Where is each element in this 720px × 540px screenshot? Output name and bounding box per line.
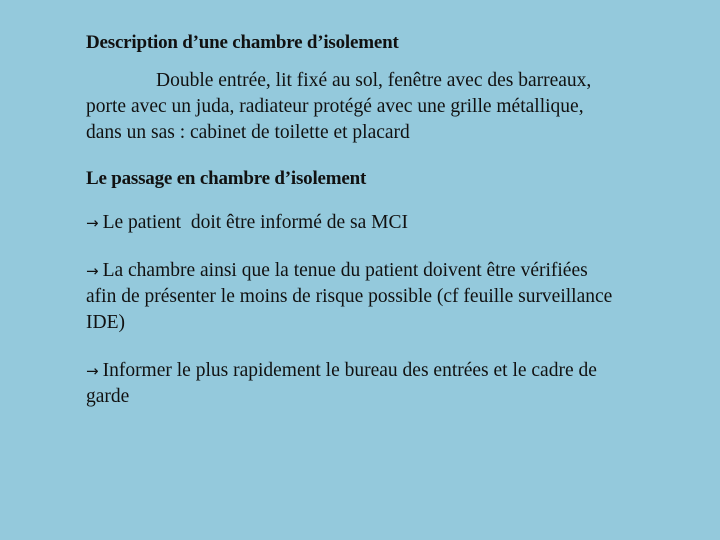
description-paragraph: Double entrée, lit fixé au sol, fenêtre avec des barreaux, porte avec un juda, radiateur protégé avec une grille métallique, dans un sas : cabinet de toilette et placard xyxy=(86,70,592,143)
spacer xyxy=(86,236,616,258)
spacer xyxy=(86,192,616,210)
arrow-right-icon: → xyxy=(86,262,99,280)
list-item-text: Le patient doit être informé de sa MCI xyxy=(102,212,408,233)
section-heading-description: Description d’une chambre d’isolement xyxy=(86,32,399,53)
list-item-room-check xyxy=(86,258,616,336)
section-heading-passage: Le passage en chambre d’isolement xyxy=(86,168,367,189)
spacer xyxy=(86,146,616,166)
list-item-inform-office xyxy=(86,358,616,410)
list-item-informed xyxy=(86,210,616,236)
arrow-right-icon: → xyxy=(86,362,99,380)
arrow-right-icon: → xyxy=(86,214,99,232)
list-item-text: La chambre ainsi que la tenue du patient doivent être vérifiées afin de présenter le moins de risque possible (cf feuille surveillance IDE) xyxy=(86,260,613,333)
spacer xyxy=(86,56,616,68)
list-item-text: Informer le plus rapidement le bureau des entrées et le cadre de garde xyxy=(86,360,597,407)
spacer xyxy=(86,336,616,358)
slide-content xyxy=(86,30,616,410)
